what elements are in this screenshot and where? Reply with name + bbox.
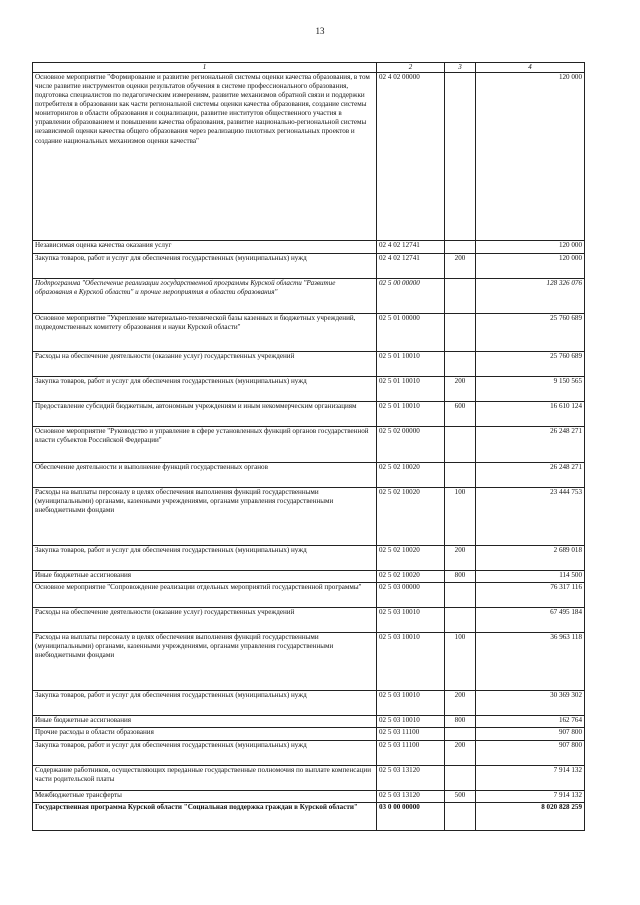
- table-row: [33, 608, 585, 633]
- column-header-sum: 4: [476, 63, 585, 73]
- table-row: [33, 741, 585, 766]
- row-type: [445, 728, 476, 741]
- row-name: Подпрограмма "Обеспечение реализации государственной программы Курской области "Развитие образования в Курской области" и прочие мероприятия в области образования": [33, 279, 377, 314]
- table-row: [33, 314, 585, 352]
- row-code: 03 0 00 00000: [377, 803, 445, 831]
- table-row: [33, 803, 585, 831]
- row-code: 02 5 03 10010: [377, 716, 445, 728]
- column-header-type: 3: [445, 63, 476, 73]
- row-name: Основное мероприятие "Сопровождение реализации отдельных мероприятий государственной программы": [33, 583, 377, 608]
- row-code: 02 5 02 10020: [377, 463, 445, 488]
- row-name: Обеспечение деятельности и выполнение функций государственных органов: [33, 463, 377, 488]
- table-row: [33, 766, 585, 791]
- table-header-row: [33, 63, 585, 73]
- row-name: Предоставление субсидий бюджетным, автономным учреждениям и иным некоммерческим организациям: [33, 402, 377, 427]
- table-row: [33, 427, 585, 463]
- row-sum: 120 000: [476, 73, 585, 241]
- row-type: [445, 427, 476, 463]
- row-code: 02 5 03 00000: [377, 583, 445, 608]
- table-row: [33, 583, 585, 608]
- page-number: 13: [315, 26, 325, 36]
- row-type: [445, 279, 476, 314]
- row-name: Основное мероприятие "Укрепление материально-технической базы казенных и бюджетных учреждений, подведомственных комитету образования и науки Курской области": [33, 314, 377, 352]
- row-code: 02 5 01 00000: [377, 314, 445, 352]
- column-header-code: 2: [377, 63, 445, 73]
- row-sum: 26 248 271: [476, 427, 585, 463]
- row-sum: 907 800: [476, 741, 585, 766]
- row-sum: 7 914 132: [476, 791, 585, 803]
- row-type: 500: [445, 791, 476, 803]
- row-sum: 128 326 076: [476, 279, 585, 314]
- row-code: 02 4 02 12741: [377, 254, 445, 279]
- row-sum: 907 800: [476, 728, 585, 741]
- row-sum: 2 689 018: [476, 546, 585, 571]
- row-name: Государственная программа Курской области "Социальная поддержка граждан в Курской области": [33, 803, 377, 831]
- row-sum: 25 760 689: [476, 314, 585, 352]
- row-code: 02 4 02 12741: [377, 241, 445, 254]
- row-name: Прочие расходы в области образования: [33, 728, 377, 741]
- row-sum: 16 610 124: [476, 402, 585, 427]
- budget-table: [32, 62, 585, 831]
- row-code: 02 5 03 10010: [377, 608, 445, 633]
- row-sum: 26 248 271: [476, 463, 585, 488]
- row-type: 200: [445, 254, 476, 279]
- table-row: [33, 402, 585, 427]
- row-name: Основное мероприятие "Формирование и развитие региональной системы оценки качества образования, в том числе развитие инструментов оценки результатов обучения в системе профессионального образования, подготовка специалистов по педагогическим измерениям, развитие механизмов обратной связи и поддержки потребителя в образовании как части региональной системы оценки качества образования, создание системы мониторингов в области образования и социализации, развитие институтов общественного участия в управлении образованием и повышении качества образования, развитие национально-региональной системы независимой оценки качества общего образования через реализацию пилотных региональных проектов и создание национальных механизмов оценки качества": [33, 73, 377, 241]
- row-sum: 120 000: [476, 254, 585, 279]
- row-name: Иные бюджетные ассигнования: [33, 571, 377, 583]
- row-code: 02 5 02 10020: [377, 488, 445, 546]
- row-type: 200: [445, 741, 476, 766]
- row-type: 800: [445, 716, 476, 728]
- table-row: [33, 546, 585, 571]
- row-sum: 30 369 302: [476, 691, 585, 716]
- row-sum: 36 963 118: [476, 633, 585, 691]
- row-type: 200: [445, 546, 476, 571]
- row-type: [445, 583, 476, 608]
- row-code: 02 5 00 00000: [377, 279, 445, 314]
- row-type: 600: [445, 402, 476, 427]
- row-name: Иные бюджетные ассигнования: [33, 716, 377, 728]
- row-type: [445, 314, 476, 352]
- row-type: 200: [445, 377, 476, 402]
- table-row: [33, 571, 585, 583]
- row-name: Расходы на обеспечение деятельности (оказание услуг) государственных учреждений: [33, 352, 377, 377]
- row-name: Закупка товаров, работ и услуг для обеспечения государственных (муниципальных) нужд: [33, 254, 377, 279]
- row-sum: 9 150 565: [476, 377, 585, 402]
- row-type: [445, 241, 476, 254]
- column-header-name: 1: [33, 63, 377, 73]
- table-row: [33, 716, 585, 728]
- row-name: Независимая оценка качества оказания услуг: [33, 241, 377, 254]
- row-name: Расходы на обеспечение деятельности (оказание услуг) государственных учреждений: [33, 608, 377, 633]
- table-row: [33, 254, 585, 279]
- row-sum: 25 760 689: [476, 352, 585, 377]
- table-body: [33, 73, 585, 831]
- table-row: [33, 691, 585, 716]
- row-name: Закупка товаров, работ и услуг для обеспечения государственных (муниципальных) нужд: [33, 691, 377, 716]
- row-code: 02 5 02 10020: [377, 546, 445, 571]
- row-sum: 114 500: [476, 571, 585, 583]
- row-type: [445, 608, 476, 633]
- table-row: [33, 633, 585, 691]
- table-row: [33, 791, 585, 803]
- row-name: Расходы на выплаты персоналу в целях обеспечения выполнения функций государственными (муниципальными) органами, казенными учреждениями, органами управления государственными внебюджетными фондами: [33, 488, 377, 546]
- row-type: 100: [445, 633, 476, 691]
- table-row: [33, 73, 585, 241]
- row-type: 100: [445, 488, 476, 546]
- table-row: [33, 728, 585, 741]
- row-sum: 7 914 132: [476, 766, 585, 791]
- row-name: Расходы на выплаты персоналу в целях обеспечения выполнения функций государственными (муниципальными) органами, казенными учреждениями, органами управления государственными внебюджетными фондами: [33, 633, 377, 691]
- row-code: 02 5 03 11100: [377, 728, 445, 741]
- row-name: Основное мероприятие "Руководство и управление в сфере установленных функций органов государственной власти субъектов Российской Федерации": [33, 427, 377, 463]
- row-sum: 23 444 753: [476, 488, 585, 546]
- table-row: [33, 352, 585, 377]
- row-sum: 120 000: [476, 241, 585, 254]
- row-sum: 67 495 184: [476, 608, 585, 633]
- row-name: Содержание работников, осуществляющих переданные государственные полномочия по выплате компенсации части родительской платы: [33, 766, 377, 791]
- row-sum: 162 764: [476, 716, 585, 728]
- table-row: [33, 241, 585, 254]
- row-code: 02 5 02 10020: [377, 571, 445, 583]
- row-code: 02 5 03 13120: [377, 766, 445, 791]
- row-type: [445, 766, 476, 791]
- row-sum: 76 317 116: [476, 583, 585, 608]
- row-code: 02 5 03 13120: [377, 791, 445, 803]
- row-code: 02 5 01 10010: [377, 352, 445, 377]
- row-name: Закупка товаров, работ и услуг для обеспечения государственных (муниципальных) нужд: [33, 741, 377, 766]
- row-name: Межбюджетные трансферты: [33, 791, 377, 803]
- row-code: 02 5 02 00000: [377, 427, 445, 463]
- row-type: 800: [445, 571, 476, 583]
- row-type: [445, 73, 476, 241]
- row-code: 02 5 03 10010: [377, 691, 445, 716]
- row-code: 02 5 03 11100: [377, 741, 445, 766]
- table-row: [33, 377, 585, 402]
- row-type: 200: [445, 691, 476, 716]
- table-row: [33, 279, 585, 314]
- table-row: [33, 463, 585, 488]
- row-name: Закупка товаров, работ и услуг для обеспечения государственных (муниципальных) нужд: [33, 377, 377, 402]
- table-row: [33, 488, 585, 546]
- row-name: Закупка товаров, работ и услуг для обеспечения государственных (муниципальных) нужд: [33, 546, 377, 571]
- row-code: 02 5 01 10010: [377, 377, 445, 402]
- row-type: [445, 463, 476, 488]
- row-type: [445, 803, 476, 831]
- row-code: 02 4 02 00000: [377, 73, 445, 241]
- row-type: [445, 352, 476, 377]
- row-sum: 8 020 828 259: [476, 803, 585, 831]
- row-code: 02 5 03 10010: [377, 633, 445, 691]
- row-code: 02 5 01 10010: [377, 402, 445, 427]
